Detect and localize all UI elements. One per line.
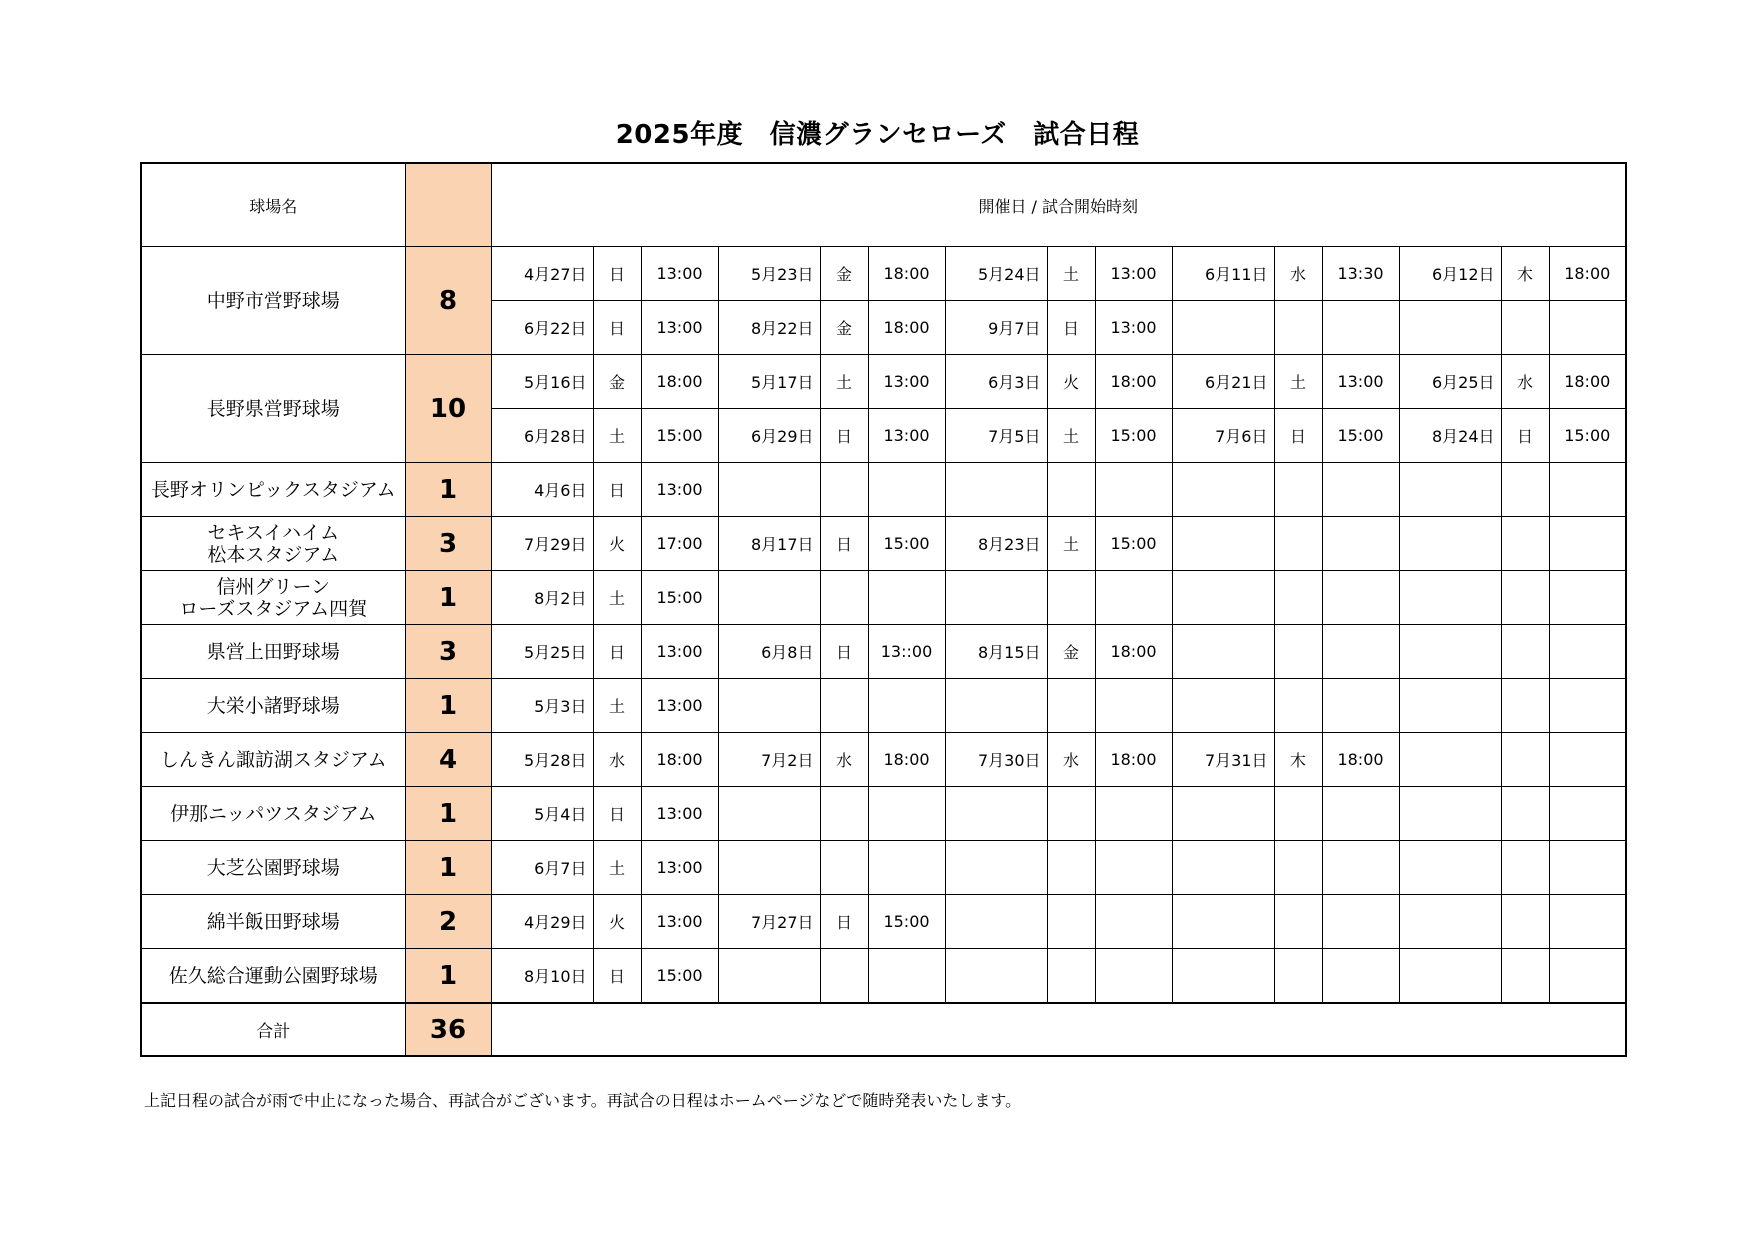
game-weekday: 土 [1047,409,1095,463]
game-start-time: 15:00 [1549,409,1626,463]
game-start-time: 18:00 [1095,355,1172,409]
game-date [1399,625,1501,679]
game-date: 8月22日 [718,301,820,355]
game-start-time [1549,949,1626,1004]
game-date: 5月16日 [491,355,593,409]
venue-name-line: 大栄小諸野球場 [206,694,340,717]
game-date: 8月17日 [718,517,820,571]
venue-name [141,679,405,733]
game-start-time: 15:00 [1095,517,1172,571]
game-start-time [868,787,945,841]
game-count: 8 [405,247,491,355]
game-date [1172,301,1274,355]
venue-name-line: 綿半飯田野球場 [206,910,340,933]
venue-row [141,571,1626,625]
venue-row [141,517,1626,571]
game-start-time: 18:00 [1549,355,1626,409]
game-date [1399,517,1501,571]
game-start-time [868,679,945,733]
game-date [945,841,1047,895]
venue-name [141,355,405,463]
game-weekday: 金 [820,247,868,301]
venue-name-line: 信州グリーン [216,575,331,598]
game-weekday [1501,679,1549,733]
game-date: 8月23日 [945,517,1047,571]
game-weekday [1501,949,1549,1004]
total-count: 36 [405,1003,491,1056]
game-date: 8月24日 [1399,409,1501,463]
game-start-time: 15:00 [641,571,718,625]
game-start-time: 18:00 [868,247,945,301]
game-date [945,949,1047,1004]
game-start-time [1095,679,1172,733]
game-start-time [1322,625,1399,679]
game-weekday [1047,841,1095,895]
game-count: 1 [405,787,491,841]
game-count: 3 [405,625,491,679]
game-weekday [1501,733,1549,787]
dates-header: 開催日 / 試合開始時刻 [491,163,1626,247]
venue-row [141,463,1626,517]
game-count: 1 [405,463,491,517]
game-date: 7月31日 [1172,733,1274,787]
game-start-time: 13:00 [641,787,718,841]
game-date: 8月2日 [491,571,593,625]
game-start-time [1095,841,1172,895]
game-date [1172,463,1274,517]
venue-name [141,247,405,355]
game-count: 4 [405,733,491,787]
game-count: 1 [405,949,491,1004]
count-header [405,163,491,247]
venue-name-line: 長野オリンピックスタジアム [150,478,396,501]
venue-header: 球場名 [141,163,405,247]
game-start-time: 13:30 [1322,247,1399,301]
game-weekday: 日 [1274,409,1322,463]
game-weekday [1047,895,1095,949]
game-weekday: 土 [593,679,641,733]
game-date: 4月6日 [491,463,593,517]
game-weekday: 水 [593,733,641,787]
game-weekday: 日 [593,463,641,517]
venue-name [141,625,405,679]
game-count: 1 [405,841,491,895]
game-start-time: 13:00 [1095,301,1172,355]
game-start-time: 18:00 [1095,733,1172,787]
game-start-time: 13:00 [641,841,718,895]
game-weekday [1274,679,1322,733]
game-weekday [820,463,868,517]
game-date [1172,841,1274,895]
game-date: 7月30日 [945,733,1047,787]
game-date [1399,895,1501,949]
game-date: 6月3日 [945,355,1047,409]
game-weekday [1501,841,1549,895]
game-weekday [1501,517,1549,571]
game-start-time: 13:00 [868,409,945,463]
game-date: 5月4日 [491,787,593,841]
game-start-time: 13::00 [868,625,945,679]
game-weekday: 水 [1047,733,1095,787]
game-weekday: 日 [593,247,641,301]
game-weekday [1274,301,1322,355]
game-start-time [1322,841,1399,895]
game-start-time: 18:00 [1095,625,1172,679]
game-weekday: 水 [820,733,868,787]
game-weekday [820,571,868,625]
game-weekday [820,949,868,1004]
game-date [945,787,1047,841]
game-weekday: 日 [593,625,641,679]
game-start-time: 13:00 [1095,247,1172,301]
game-start-time [1549,733,1626,787]
game-start-time: 13:00 [641,463,718,517]
game-weekday [1047,949,1095,1004]
game-start-time [1549,571,1626,625]
game-weekday [1501,301,1549,355]
game-start-time: 15:00 [868,895,945,949]
game-start-time: 18:00 [1322,733,1399,787]
game-date: 5月28日 [491,733,593,787]
venue-name [141,895,405,949]
game-date [1399,301,1501,355]
venue-name-line: ローズスタジアム四賀 [179,597,368,620]
game-weekday: 金 [820,301,868,355]
game-date [1172,571,1274,625]
game-start-time: 15:00 [1322,409,1399,463]
game-start-time [868,841,945,895]
game-start-time [868,571,945,625]
game-start-time [1549,679,1626,733]
game-start-time [1322,301,1399,355]
venue-name-line: しんきん諏訪湖スタジアム [159,748,387,771]
game-count: 2 [405,895,491,949]
venue-row [141,625,1626,679]
game-weekday [1501,625,1549,679]
venue-name [141,571,405,625]
game-weekday [1501,787,1549,841]
game-date [718,571,820,625]
game-weekday [1047,463,1095,517]
game-weekday [1274,625,1322,679]
game-start-time [1322,949,1399,1004]
venue-name [141,949,405,1004]
game-weekday [1501,895,1549,949]
game-date: 6月21日 [1172,355,1274,409]
game-weekday [1501,571,1549,625]
venue-row [141,787,1626,841]
game-date: 4月27日 [491,247,593,301]
game-weekday [1274,517,1322,571]
game-weekday: 土 [593,409,641,463]
game-date [1399,679,1501,733]
game-date [1399,787,1501,841]
game-weekday: 日 [593,949,641,1004]
schedule-table [140,162,1627,1057]
game-start-time [1095,571,1172,625]
game-date [718,787,820,841]
game-date: 7月6日 [1172,409,1274,463]
game-weekday: 日 [1501,409,1549,463]
game-date: 7月2日 [718,733,820,787]
game-weekday [1047,787,1095,841]
game-weekday [1274,787,1322,841]
venue-row [141,841,1626,895]
game-weekday: 土 [1047,247,1095,301]
game-date [1399,841,1501,895]
game-start-time [1549,787,1626,841]
venue-row [141,679,1626,733]
game-weekday [1274,949,1322,1004]
game-date: 7月27日 [718,895,820,949]
game-weekday [1274,841,1322,895]
game-weekday: 日 [820,895,868,949]
game-weekday: 日 [593,301,641,355]
game-weekday [1274,463,1322,517]
game-start-time: 13:00 [641,895,718,949]
game-start-time: 15:00 [641,409,718,463]
game-date [1172,787,1274,841]
game-weekday: 土 [1274,355,1322,409]
game-start-time: 13:00 [1322,355,1399,409]
game-date: 6月25日 [1399,355,1501,409]
game-weekday: 土 [593,841,641,895]
game-date: 7月29日 [491,517,593,571]
game-date: 6月28日 [491,409,593,463]
game-weekday: 水 [1501,355,1549,409]
venue-name [141,787,405,841]
game-start-time: 18:00 [641,733,718,787]
game-weekday [1047,679,1095,733]
game-weekday: 水 [1274,247,1322,301]
game-date: 5月23日 [718,247,820,301]
game-start-time: 13:00 [868,355,945,409]
game-weekday [1274,571,1322,625]
game-date [1399,571,1501,625]
game-weekday: 火 [593,517,641,571]
game-start-time: 15:00 [641,949,718,1004]
game-count: 1 [405,679,491,733]
game-date [1172,949,1274,1004]
total-label: 合計 [141,1003,405,1056]
game-date [1172,625,1274,679]
rain-note: 上記日程の試合が雨で中止になった場合、再試合がございます。再試合の日程はホームページなどで随時発表いたします。 [144,1091,1022,1110]
venue-row [141,949,1626,1004]
game-start-time [1322,895,1399,949]
game-weekday [1501,463,1549,517]
game-start-time [1095,787,1172,841]
game-date: 4月29日 [491,895,593,949]
game-count: 3 [405,517,491,571]
game-start-time [868,949,945,1004]
venue-row [141,895,1626,949]
game-weekday: 木 [1274,733,1322,787]
game-date [945,463,1047,517]
game-start-time [1322,571,1399,625]
game-count: 10 [405,355,491,463]
game-weekday: 土 [1047,517,1095,571]
game-date [945,679,1047,733]
game-date [718,679,820,733]
game-start-time [1322,679,1399,733]
game-date: 5月3日 [491,679,593,733]
venue-name [141,517,405,571]
game-start-time [1095,895,1172,949]
venue-name-line: 佐久総合運動公園野球場 [168,964,378,987]
game-date [1399,733,1501,787]
game-date: 6月12日 [1399,247,1501,301]
game-weekday [820,679,868,733]
venue-row [141,247,1626,301]
game-date: 5月17日 [718,355,820,409]
game-date: 8月10日 [491,949,593,1004]
game-weekday [820,841,868,895]
game-start-time [1549,841,1626,895]
game-date: 6月8日 [718,625,820,679]
page-title: 2025年度 信濃グランセローズ 試合日程 [615,120,1140,150]
game-date: 6月7日 [491,841,593,895]
game-date [1399,949,1501,1004]
game-weekday: 土 [593,571,641,625]
game-weekday: 火 [593,895,641,949]
venue-name [141,463,405,517]
game-date [1172,517,1274,571]
game-date: 6月29日 [718,409,820,463]
venue-name-line: 長野県営野球場 [206,397,340,420]
game-date [1399,463,1501,517]
game-date: 8月15日 [945,625,1047,679]
game-date: 7月5日 [945,409,1047,463]
venue-name-line: 大芝公園野球場 [206,856,340,879]
venue-name [141,841,405,895]
game-date: 5月24日 [945,247,1047,301]
game-start-time [1549,463,1626,517]
total-empty [491,1003,1626,1056]
game-start-time: 18:00 [1549,247,1626,301]
game-start-time [1322,463,1399,517]
game-start-time: 18:00 [868,733,945,787]
game-weekday: 金 [1047,625,1095,679]
game-weekday: 木 [1501,247,1549,301]
game-start-time: 13:00 [641,301,718,355]
game-start-time [1322,787,1399,841]
game-start-time [1095,463,1172,517]
game-date [945,571,1047,625]
total-row [141,1003,1626,1056]
game-start-time: 13:00 [641,679,718,733]
game-start-time [1095,949,1172,1004]
game-date: 6月11日 [1172,247,1274,301]
game-weekday [820,787,868,841]
game-date [718,463,820,517]
header-row [141,163,1626,247]
game-start-time [1549,301,1626,355]
game-date [1172,895,1274,949]
game-date: 9月7日 [945,301,1047,355]
game-start-time: 13:00 [641,625,718,679]
game-date [718,949,820,1004]
game-date [1172,679,1274,733]
game-date: 6月22日 [491,301,593,355]
game-weekday [1047,571,1095,625]
game-weekday: 日 [820,409,868,463]
venue-name-line: 中野市営野球場 [206,289,340,312]
game-start-time [1549,625,1626,679]
game-start-time: 17:00 [641,517,718,571]
game-start-time: 13:00 [641,247,718,301]
game-start-time: 18:00 [868,301,945,355]
venue-name-line: 県営上田野球場 [206,640,340,663]
game-weekday: 日 [820,517,868,571]
game-start-time [1322,517,1399,571]
game-weekday: 日 [1047,301,1095,355]
venue-name [141,733,405,787]
game-start-time [1549,517,1626,571]
game-start-time [868,463,945,517]
venue-row [141,355,1626,409]
game-weekday: 日 [820,625,868,679]
game-weekday: 火 [1047,355,1095,409]
game-date: 5月25日 [491,625,593,679]
game-date [718,841,820,895]
game-start-time: 18:00 [641,355,718,409]
game-weekday: 日 [593,787,641,841]
game-weekday [1274,895,1322,949]
game-count: 1 [405,571,491,625]
venue-name-line: セキスイハイム [207,521,340,544]
venue-row [141,733,1626,787]
game-weekday: 金 [593,355,641,409]
game-weekday: 土 [820,355,868,409]
venue-name-line: 伊那ニッパツスタジアム [169,802,377,825]
game-start-time: 15:00 [1095,409,1172,463]
venue-name-line: 松本スタジアム [207,543,340,566]
game-start-time [1549,895,1626,949]
game-date [945,895,1047,949]
game-start-time: 15:00 [868,517,945,571]
